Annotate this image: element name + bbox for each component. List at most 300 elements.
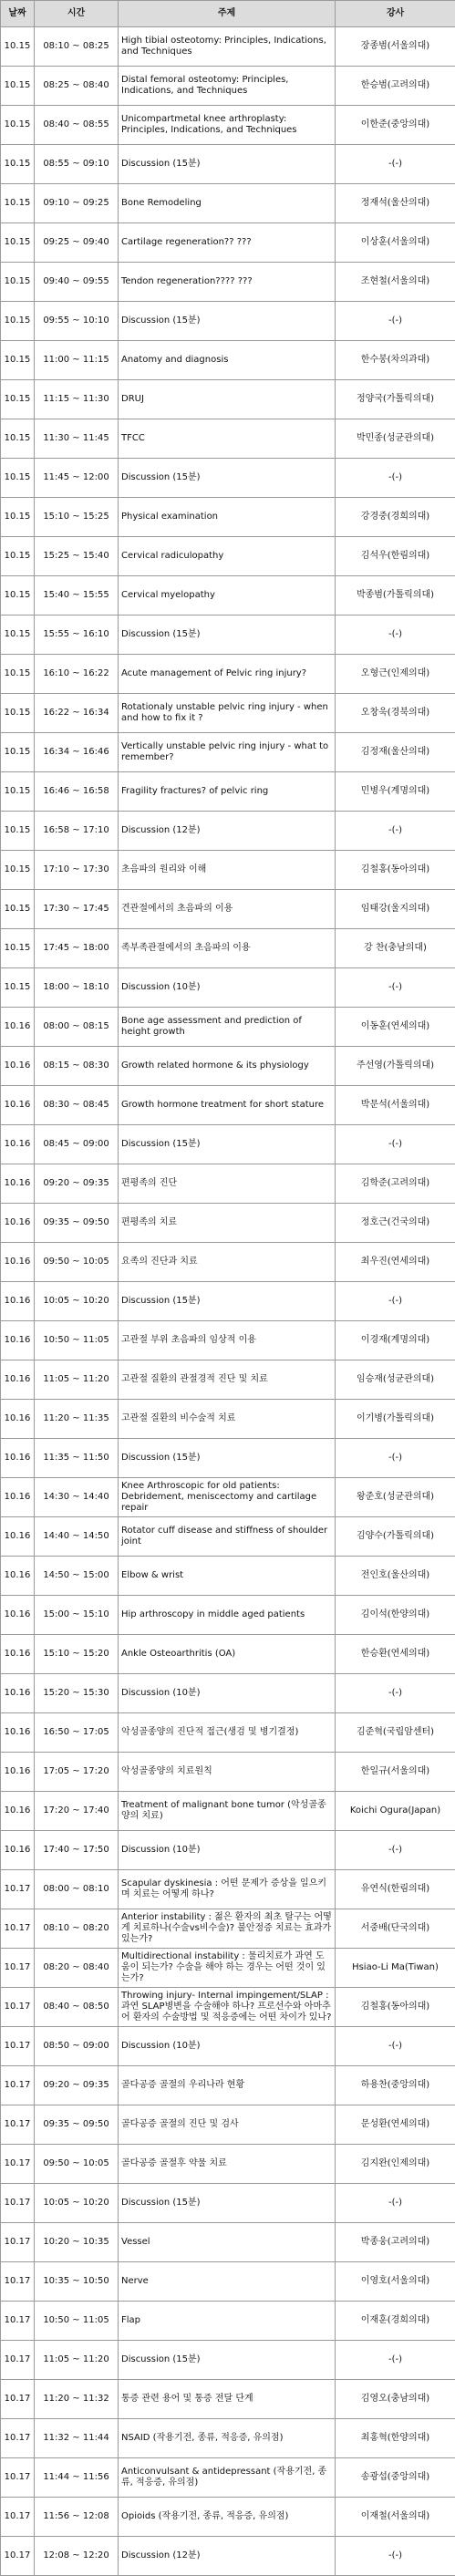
cell-time: 15:00 ~ 15:10 — [35, 1596, 119, 1635]
cell-date: 10.17 — [1, 2262, 35, 2302]
cell-topic: Discussion (10분) — [119, 1831, 336, 1870]
cell-topic: Discussion (15분) — [119, 459, 336, 498]
cell-date: 10.17 — [1, 2302, 35, 2341]
header-speaker: 강사 — [336, 1, 455, 27]
cell-time: 10:50 ~ 11:05 — [35, 1321, 119, 1360]
cell-topic: 요족의 진단과 치료 — [119, 1243, 336, 1282]
table-row — [1, 2458, 455, 2498]
cell-time: 08:50 ~ 09:00 — [35, 2027, 119, 2066]
table-row — [1, 851, 455, 890]
cell-date: 10.17 — [1, 1870, 35, 1909]
table-row — [1, 1360, 455, 1400]
cell-time: 08:40 ~ 08:55 — [35, 106, 119, 145]
cell-date: 10.15 — [1, 812, 35, 851]
cell-date: 10.17 — [1, 1909, 35, 1949]
cell-speaker: 정호근(건국의대) — [336, 1204, 455, 1243]
header-row — [1, 1, 455, 27]
cell-date: 10.16 — [1, 1204, 35, 1243]
cell-topic: Discussion (15분) — [119, 302, 336, 341]
cell-date: 10.15 — [1, 184, 35, 223]
cell-topic: 악성골종양의 치료원칙 — [119, 1753, 336, 1792]
cell-topic: Anatomy and diagnosis — [119, 341, 336, 380]
cell-speaker: 강 찬(충남의대) — [336, 929, 455, 968]
cell-date: 10.15 — [1, 968, 35, 1008]
cell-topic: 골다공증 골절의 우리나라 현황 — [119, 2066, 336, 2105]
cell-speaker: -(-) — [336, 2537, 455, 2576]
cell-speaker: 최우진(연세의대) — [336, 1243, 455, 1282]
cell-time: 14:30 ~ 14:40 — [35, 1478, 119, 1517]
table-row — [1, 1831, 455, 1870]
table-row — [1, 1870, 455, 1909]
cell-speaker: Koichi Ogura(Japan) — [336, 1792, 455, 1831]
table-row — [1, 2302, 455, 2341]
cell-topic: Discussion (12분) — [119, 812, 336, 851]
cell-topic: Discussion (15분) — [119, 1125, 336, 1164]
cell-topic: 족부족관절에서의 초음파의 이용 — [119, 929, 336, 968]
cell-date: 10.17 — [1, 2341, 35, 2380]
cell-time: 10:50 ~ 11:05 — [35, 2302, 119, 2341]
cell-topic: Discussion (12분) — [119, 2537, 336, 2576]
cell-topic: Cartilage regeneration?? ??? — [119, 223, 336, 263]
cell-topic: Nerve — [119, 2262, 336, 2302]
cell-time: 11:30 ~ 11:45 — [35, 419, 119, 459]
cell-date: 10.16 — [1, 1282, 35, 1321]
cell-time: 17:10 ~ 17:30 — [35, 851, 119, 890]
cell-topic: Discussion (15분) — [119, 616, 336, 655]
cell-topic: Discussion (15분) — [119, 145, 336, 184]
cell-topic: 통증 관련 용어 및 통증 전달 단계 — [119, 2380, 336, 2419]
table-row — [1, 1988, 455, 2027]
cell-time: 16:10 ~ 16:22 — [35, 655, 119, 694]
cell-speaker: 유연식(한림의대) — [336, 1870, 455, 1909]
cell-topic: 골다공증 골절의 진단 및 검사 — [119, 2105, 336, 2145]
cell-time: 17:20 ~ 17:40 — [35, 1792, 119, 1831]
cell-time: 08:25 ~ 08:40 — [35, 67, 119, 106]
cell-date: 10.16 — [1, 1674, 35, 1713]
header-date: 날짜 — [1, 1, 35, 27]
table-row — [1, 2027, 455, 2066]
cell-topic: Discussion (10분) — [119, 1674, 336, 1713]
cell-speaker: -(-) — [336, 1125, 455, 1164]
cell-date: 10.15 — [1, 459, 35, 498]
cell-date: 10.17 — [1, 1949, 35, 1988]
table-row — [1, 1596, 455, 1635]
table-row — [1, 1400, 455, 1439]
cell-speaker: 한승환(연세의대) — [336, 1635, 455, 1674]
cell-speaker: 김이석(한양의대) — [336, 1596, 455, 1635]
cell-time: 15:10 ~ 15:25 — [35, 498, 119, 537]
cell-speaker: 김양수(가톨릭의대) — [336, 1517, 455, 1557]
cell-speaker: 주선영(가톨릭의대) — [336, 1047, 455, 1086]
cell-speaker: 박민종(성균관의대) — [336, 419, 455, 459]
cell-time: 11:32 ~ 11:44 — [35, 2419, 119, 2458]
cell-speaker: 박문석(서울의대) — [336, 1086, 455, 1125]
cell-topic: Vertically unstable pelvic ring injury - what to remember? — [119, 733, 336, 772]
cell-time: 08:45 ~ 09:00 — [35, 1125, 119, 1164]
cell-topic: Discussion (10분) — [119, 2027, 336, 2066]
cell-speaker: 송광섭(중앙의대) — [336, 2458, 455, 2498]
cell-speaker: -(-) — [336, 812, 455, 851]
cell-topic: 고관절 부위 초음파의 임상적 이용 — [119, 1321, 336, 1360]
cell-date: 10.15 — [1, 772, 35, 812]
cell-topic: Bone age assessment and prediction of height growth — [119, 1008, 336, 1047]
header-time: 시간 — [35, 1, 119, 27]
cell-speaker: 박종범(가톨릭의대) — [336, 576, 455, 616]
cell-speaker: 조현철(서울의대) — [336, 263, 455, 302]
cell-date: 10.17 — [1, 2184, 35, 2223]
cell-time: 16:58 ~ 17:10 — [35, 812, 119, 851]
cell-time: 12:08 ~ 12:20 — [35, 2537, 119, 2576]
table-row — [1, 2223, 455, 2262]
cell-speaker: -(-) — [336, 1831, 455, 1870]
cell-speaker: 최홍혁(한양의대) — [336, 2419, 455, 2458]
cell-topic: Scapular dyskinesia : 어떤 문제가 증상을 일으키며 치료는 어떻게 하나? — [119, 1870, 336, 1909]
cell-time: 10:05 ~ 10:20 — [35, 1282, 119, 1321]
cell-date: 10.17 — [1, 2458, 35, 2498]
cell-speaker: -(-) — [336, 145, 455, 184]
cell-speaker: 이재훈(경희의대) — [336, 2302, 455, 2341]
cell-speaker: 문성환(연세의대) — [336, 2105, 455, 2145]
cell-speaker: 한수봉(차의과대) — [336, 341, 455, 380]
cell-speaker: 이경재(계명의대) — [336, 1321, 455, 1360]
cell-time: 11:44 ~ 11:56 — [35, 2458, 119, 2498]
cell-speaker: 이영호(서울의대) — [336, 2262, 455, 2302]
cell-time: 18:00 ~ 18:10 — [35, 968, 119, 1008]
cell-date: 10.17 — [1, 2105, 35, 2145]
cell-topic: Flap — [119, 2302, 336, 2341]
cell-time: 09:55 ~ 10:10 — [35, 302, 119, 341]
cell-time: 08:40 ~ 08:50 — [35, 1988, 119, 2027]
cell-topic: 견관절에서의 초음파의 이용 — [119, 890, 336, 929]
table-row — [1, 1439, 455, 1478]
cell-time: 16:34 ~ 16:46 — [35, 733, 119, 772]
cell-date: 10.16 — [1, 1478, 35, 1517]
cell-speaker: 김학준(고려의대) — [336, 1164, 455, 1204]
cell-time: 16:50 ~ 17:05 — [35, 1713, 119, 1753]
table-row — [1, 145, 455, 184]
cell-topic: Discussion (15분) — [119, 2184, 336, 2223]
table-row — [1, 2184, 455, 2223]
cell-speaker: 임승재(성균관의대) — [336, 1360, 455, 1400]
cell-date: 10.17 — [1, 2145, 35, 2184]
cell-date: 10.16 — [1, 1792, 35, 1831]
cell-speaker: 김정재(울산의대) — [336, 733, 455, 772]
cell-topic: Hip arthroscopy in middle aged patients — [119, 1596, 336, 1635]
cell-speaker: 이상훈(서울의대) — [336, 223, 455, 263]
cell-topic: DRUJ — [119, 380, 336, 419]
cell-time: 16:46 ~ 16:58 — [35, 772, 119, 812]
cell-topic: Unicompartmetal knee arthroplasty: Principles, Indications, and Techniques — [119, 106, 336, 145]
table-row — [1, 733, 455, 772]
table-row — [1, 2380, 455, 2419]
table-row — [1, 1478, 455, 1517]
cell-time: 16:22 ~ 16:34 — [35, 694, 119, 733]
cell-speaker: 이한준(중앙의대) — [336, 106, 455, 145]
cell-time: 11:15 ~ 11:30 — [35, 380, 119, 419]
cell-topic: Acute management of Pelvic ring injury? — [119, 655, 336, 694]
cell-topic: Anterior instability : 젊은 환자의 최초 탈구는 어떻게 치료하나(수술vs비수술)? 불안정증 치료는 효과가 있는가? — [119, 1909, 336, 1949]
cell-time: 09:50 ~ 10:05 — [35, 1243, 119, 1282]
table-row — [1, 263, 455, 302]
cell-date: 10.15 — [1, 145, 35, 184]
cell-speaker: -(-) — [336, 1439, 455, 1478]
cell-topic: 초음파의 원리와 이해 — [119, 851, 336, 890]
cell-speaker: 장종범(서울의대) — [336, 27, 455, 67]
cell-speaker: 김철홍(동아의대) — [336, 851, 455, 890]
cell-topic: Vessel — [119, 2223, 336, 2262]
table-row — [1, 1243, 455, 1282]
table-row — [1, 1125, 455, 1164]
table-row — [1, 772, 455, 812]
table-row — [1, 27, 455, 67]
cell-date: 10.16 — [1, 1243, 35, 1282]
table-row — [1, 380, 455, 419]
cell-time: 15:25 ~ 15:40 — [35, 537, 119, 576]
cell-topic: Cervical myelopathy — [119, 576, 336, 616]
table-row — [1, 576, 455, 616]
table-row — [1, 694, 455, 733]
cell-time: 11:05 ~ 11:20 — [35, 2341, 119, 2380]
cell-time: 09:50 ~ 10:05 — [35, 2145, 119, 2184]
table-row — [1, 968, 455, 1008]
cell-time: 09:20 ~ 09:35 — [35, 2066, 119, 2105]
cell-date: 10.15 — [1, 223, 35, 263]
cell-date: 10.16 — [1, 1008, 35, 1047]
cell-date: 10.17 — [1, 2066, 35, 2105]
cell-speaker: 강경중(경희의대) — [336, 498, 455, 537]
cell-date: 10.15 — [1, 655, 35, 694]
cell-topic: Discussion (15분) — [119, 1282, 336, 1321]
cell-date: 10.15 — [1, 380, 35, 419]
table-row — [1, 2419, 455, 2458]
cell-date: 10.15 — [1, 106, 35, 145]
cell-date: 10.17 — [1, 2537, 35, 2576]
cell-date: 10.15 — [1, 419, 35, 459]
cell-topic: NSAID (작용기전, 종류, 적응증, 유의점) — [119, 2419, 336, 2458]
cell-date: 10.16 — [1, 1164, 35, 1204]
cell-topic: Ankle Osteoarthritis (OA) — [119, 1635, 336, 1674]
table-row — [1, 929, 455, 968]
cell-date: 10.15 — [1, 67, 35, 106]
table-row — [1, 616, 455, 655]
cell-speaker: -(-) — [336, 1674, 455, 1713]
cell-time: 11:45 ~ 12:00 — [35, 459, 119, 498]
cell-time: 08:00 ~ 08:15 — [35, 1008, 119, 1047]
table-row — [1, 1321, 455, 1360]
cell-speaker: 이재철(서울의대) — [336, 2498, 455, 2537]
cell-topic: Multidirectional instability : 물리치료가 과연 도움이 되는가? 수술을 해야 하는 경우는 어떤 것이 있는가? — [119, 1949, 336, 1988]
cell-speaker: 전인호(울산의대) — [336, 1557, 455, 1596]
table-row — [1, 2498, 455, 2537]
cell-topic: Rotationaly unstable pelvic ring injury - when and how to fix it ? — [119, 694, 336, 733]
cell-speaker: 김영오(충남의대) — [336, 2380, 455, 2419]
cell-topic: 골다공증 골절후 약물 치료 — [119, 2145, 336, 2184]
cell-time: 17:45 ~ 18:00 — [35, 929, 119, 968]
cell-topic: 편평족의 치료 — [119, 1204, 336, 1243]
cell-topic: Physical examination — [119, 498, 336, 537]
cell-topic: Fragility fractures? of pelvic ring — [119, 772, 336, 812]
cell-time: 09:10 ~ 09:25 — [35, 184, 119, 223]
cell-speaker: 정양국(가톨릭의대) — [336, 380, 455, 419]
cell-date: 10.16 — [1, 1596, 35, 1635]
cell-speaker: -(-) — [336, 2341, 455, 2380]
cell-time: 14:50 ~ 15:00 — [35, 1557, 119, 1596]
cell-date: 10.17 — [1, 2498, 35, 2537]
table-row — [1, 341, 455, 380]
cell-topic: Discussion (15분) — [119, 2341, 336, 2380]
table-row — [1, 223, 455, 263]
cell-topic: Opioids (작용기전, 종류, 적응증, 유의점) — [119, 2498, 336, 2537]
table-row — [1, 2105, 455, 2145]
cell-speaker: 이기병(가톨릭의대) — [336, 1400, 455, 1439]
cell-date: 10.16 — [1, 1086, 35, 1125]
table-row — [1, 419, 455, 459]
cell-topic: Rotator cuff disease and stiffness of shoulder joint — [119, 1517, 336, 1557]
table-row — [1, 1047, 455, 1086]
table-row — [1, 2537, 455, 2576]
table-row — [1, 1635, 455, 1674]
cell-date: 10.17 — [1, 2027, 35, 2066]
cell-topic: Growth related hormone & its physiology — [119, 1047, 336, 1086]
cell-date: 10.15 — [1, 576, 35, 616]
cell-speaker: Hsiao-Li Ma(Tiwan) — [336, 1949, 455, 1988]
cell-date: 10.17 — [1, 1988, 35, 2027]
cell-speaker: 한일규(서울의대) — [336, 1753, 455, 1792]
cell-time: 11:00 ~ 11:15 — [35, 341, 119, 380]
table-row — [1, 812, 455, 851]
table-row — [1, 498, 455, 537]
table-row — [1, 1557, 455, 1596]
cell-date: 10.15 — [1, 851, 35, 890]
cell-date: 10.17 — [1, 2380, 35, 2419]
table-row — [1, 1008, 455, 1047]
cell-date: 10.16 — [1, 1400, 35, 1439]
cell-date: 10.16 — [1, 1557, 35, 1596]
cell-time: 15:40 ~ 15:55 — [35, 576, 119, 616]
cell-time: 08:10 ~ 08:20 — [35, 1909, 119, 1949]
cell-time: 11:05 ~ 11:20 — [35, 1360, 119, 1400]
cell-speaker: 박종웅(고려의대) — [336, 2223, 455, 2262]
cell-topic: Treatment of malignant bone tumor (악성골종양의 치료) — [119, 1792, 336, 1831]
table-row — [1, 1713, 455, 1753]
cell-time: 08:10 ~ 08:25 — [35, 27, 119, 67]
cell-date: 10.16 — [1, 1831, 35, 1870]
cell-topic: TFCC — [119, 419, 336, 459]
table-row — [1, 302, 455, 341]
cell-date: 10.15 — [1, 694, 35, 733]
table-row — [1, 890, 455, 929]
cell-time: 17:05 ~ 17:20 — [35, 1753, 119, 1792]
cell-time: 10:05 ~ 10:20 — [35, 2184, 119, 2223]
cell-date: 10.16 — [1, 1125, 35, 1164]
cell-speaker: 임태강(울지의대) — [336, 890, 455, 929]
cell-topic: Discussion (10분) — [119, 968, 336, 1008]
cell-speaker: 하용찬(중앙의대) — [336, 2066, 455, 2105]
table-row — [1, 1086, 455, 1125]
cell-topic: Growth hormone treatment for short stature — [119, 1086, 336, 1125]
cell-topic: 고관절 질환의 비수술적 치료 — [119, 1400, 336, 1439]
cell-time: 08:20 ~ 08:40 — [35, 1949, 119, 1988]
cell-speaker: 서중배(단국의대) — [336, 1909, 455, 1949]
cell-speaker: -(-) — [336, 459, 455, 498]
table-row — [1, 2341, 455, 2380]
cell-date: 10.15 — [1, 302, 35, 341]
table-row — [1, 184, 455, 223]
cell-speaker: 김철홍(동아의대) — [336, 1988, 455, 2027]
cell-time: 09:35 ~ 09:50 — [35, 1204, 119, 1243]
cell-date: 10.16 — [1, 1047, 35, 1086]
cell-time: 10:20 ~ 10:35 — [35, 2223, 119, 2262]
cell-speaker: -(-) — [336, 616, 455, 655]
cell-date: 10.15 — [1, 263, 35, 302]
cell-time: 15:10 ~ 15:20 — [35, 1635, 119, 1674]
cell-date: 10.17 — [1, 2223, 35, 2262]
cell-date: 10.16 — [1, 1360, 35, 1400]
cell-date: 10.16 — [1, 1439, 35, 1478]
cell-date: 10.15 — [1, 616, 35, 655]
table-row — [1, 1949, 455, 1988]
table-row — [1, 1909, 455, 1949]
cell-time: 09:35 ~ 09:50 — [35, 2105, 119, 2145]
cell-topic: Cervical radiculopathy — [119, 537, 336, 576]
cell-time: 17:40 ~ 17:50 — [35, 1831, 119, 1870]
cell-time: 09:20 ~ 09:35 — [35, 1164, 119, 1204]
table-row — [1, 1282, 455, 1321]
cell-time: 09:40 ~ 09:55 — [35, 263, 119, 302]
cell-topic: Tendon regeneration???? ??? — [119, 263, 336, 302]
table-row — [1, 2262, 455, 2302]
cell-topic: Elbow & wrist — [119, 1557, 336, 1596]
cell-time: 11:20 ~ 11:32 — [35, 2380, 119, 2419]
table-row — [1, 2145, 455, 2184]
cell-speaker: -(-) — [336, 1282, 455, 1321]
cell-time: 14:40 ~ 14:50 — [35, 1517, 119, 1557]
cell-topic: 편평족의 진단 — [119, 1164, 336, 1204]
cell-topic: Distal femoral osteotomy: Principles, Indications, and Techniques — [119, 67, 336, 106]
cell-date: 10.16 — [1, 1321, 35, 1360]
table-row — [1, 2066, 455, 2105]
cell-date: 10.17 — [1, 2419, 35, 2458]
cell-speaker: -(-) — [336, 2184, 455, 2223]
cell-speaker: 민병우(계명의대) — [336, 772, 455, 812]
table-row — [1, 459, 455, 498]
table-row — [1, 537, 455, 576]
cell-topic: 고관절 질환의 관절경적 진단 및 치료 — [119, 1360, 336, 1400]
cell-time: 09:25 ~ 09:40 — [35, 223, 119, 263]
cell-topic: Knee Arthroscopic for old patients: Debridement, meniscectomy and cartilage repair — [119, 1478, 336, 1517]
cell-date: 10.15 — [1, 733, 35, 772]
cell-speaker: 정재석(울산의대) — [336, 184, 455, 223]
cell-time: 08:15 ~ 08:30 — [35, 1047, 119, 1086]
cell-date: 10.15 — [1, 890, 35, 929]
cell-topic: Bone Remodeling — [119, 184, 336, 223]
cell-topic: Throwing injury- Internal impingement/SLAP : 과연 SLAP병변을 수술해야 하나? 프로선수와 아마추어 환자의 수술방법 및 적응증에는 어떤 차이가 있나? — [119, 1988, 336, 2027]
cell-date: 10.16 — [1, 1713, 35, 1753]
cell-time: 11:56 ~ 12:08 — [35, 2498, 119, 2537]
cell-time: 08:55 ~ 09:10 — [35, 145, 119, 184]
table-row — [1, 1792, 455, 1831]
cell-date: 10.16 — [1, 1517, 35, 1557]
cell-speaker: 오창욱(경북의대) — [336, 694, 455, 733]
table-row — [1, 1517, 455, 1557]
cell-speaker: -(-) — [336, 302, 455, 341]
header-topic: 주제 — [119, 1, 336, 27]
cell-date: 10.15 — [1, 537, 35, 576]
cell-speaker: -(-) — [336, 2027, 455, 2066]
cell-speaker: -(-) — [336, 968, 455, 1008]
cell-date: 10.16 — [1, 1753, 35, 1792]
table-row — [1, 1753, 455, 1792]
